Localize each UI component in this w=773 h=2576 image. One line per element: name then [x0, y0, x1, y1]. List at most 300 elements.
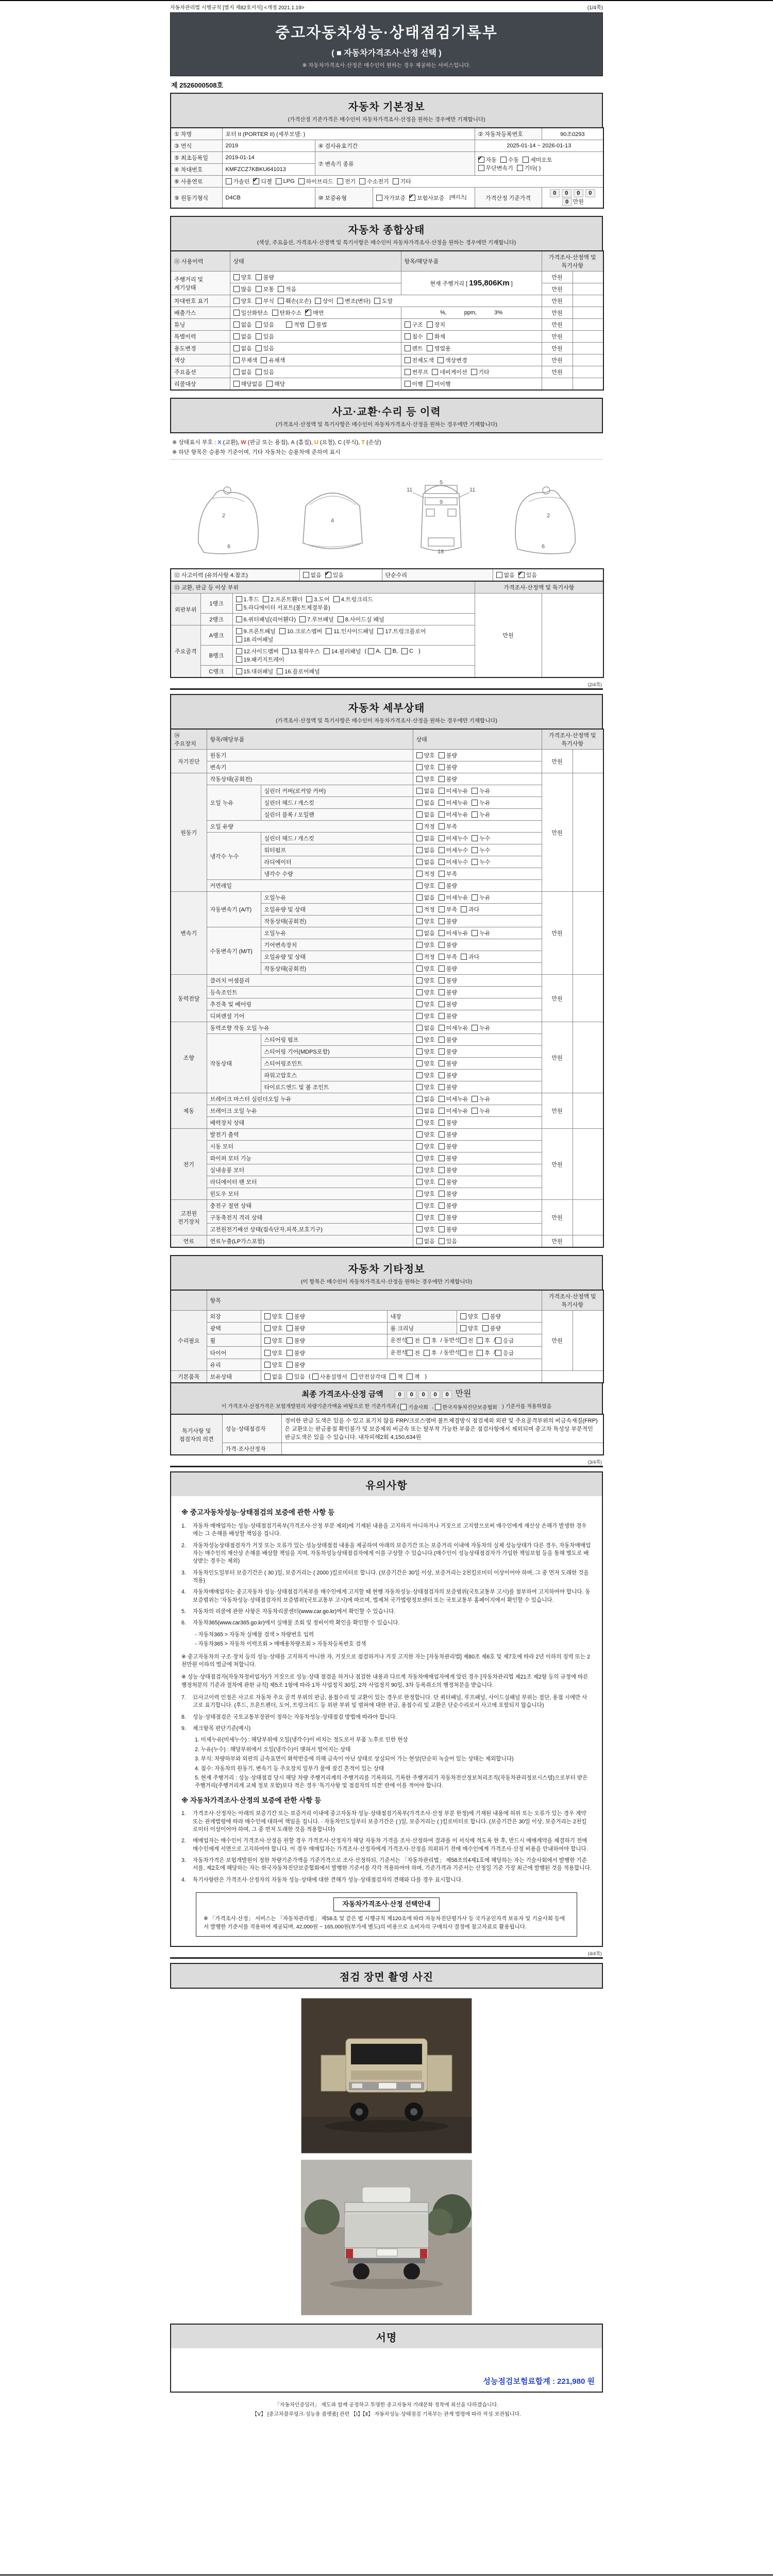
checkbox-9.프론트패널[interactable] — [236, 628, 242, 634]
checkbox-미세누유[interactable] — [439, 788, 445, 794]
checkbox-14.필러패널[interactable] — [324, 648, 330, 654]
checkbox-양호[interactable] — [416, 989, 423, 995]
notice-item-number: 5. — [181, 1608, 186, 1615]
checkbox-과다[interactable] — [461, 954, 467, 960]
checkbox-누유[interactable] — [472, 1108, 478, 1114]
checkbox-보험사보증[interactable] — [409, 195, 415, 201]
checkbox-없음[interactable] — [416, 894, 423, 901]
checkbox-유채색[interactable] — [261, 357, 267, 363]
notice-item-text: 체크항목 판단기준(예시) — [193, 1725, 251, 1732]
checkbox-label: 양호 — [424, 942, 435, 948]
amount-digit: 0 — [430, 1391, 440, 1399]
cell — [573, 975, 603, 1022]
checkbox-불량[interactable] — [439, 1060, 445, 1066]
checkbox-기타( )[interactable] — [517, 165, 523, 171]
basic-info — [170, 127, 603, 209]
checkbox-후[interactable] — [477, 1350, 483, 1356]
checkbox-양호[interactable] — [233, 274, 240, 280]
checkbox-불량[interactable] — [256, 274, 262, 280]
checkbox-없음[interactable] — [416, 1108, 423, 1114]
checkbox-불량[interactable] — [439, 1143, 445, 1149]
checkbox-양호[interactable] — [416, 942, 423, 948]
notice-item-text: 매매업자는 매수인이 가격조사·산정을 원할 경우 가격조사·산정자가 해당 자동차 가격을 조사·산정하여 결과를 이 서식에 적도록 한 후, 반드시 매매계약을 체결하기 전에 매수인에게 서면으로 고지하여야 합니다. 이 경우 매매업자는 가격조사·산정자에게 가격조사·산정을 의뢰하기 전에 매수인에게 가격조사·산정 비용을 안내하여야 합니다. — [193, 1838, 588, 1852]
checkbox-적정[interactable] — [416, 823, 423, 829]
checkbox-label: 부족 — [446, 871, 458, 877]
cell — [261, 1359, 542, 1371]
checkbox-없음[interactable] — [416, 788, 423, 794]
checkbox-label: 3.도어 — [314, 597, 330, 603]
checkbox-label: 불량 — [490, 1326, 501, 1332]
panel-rank — [170, 581, 603, 678]
cell — [413, 1058, 542, 1070]
checkbox-양호[interactable] — [416, 776, 423, 782]
checkbox-양호[interactable] — [416, 1214, 423, 1221]
checkbox-label: 양호 — [424, 919, 435, 925]
checkbox-훼손(오손)[interactable] — [278, 298, 284, 304]
checkbox-영업용[interactable] — [427, 345, 433, 351]
cell: 없음 있음 ( 사용설명서 안전삼각대 잭 잭 ) — [261, 1371, 542, 1383]
checkbox-네비게이션[interactable] — [432, 369, 438, 375]
checkbox-양호[interactable] — [264, 1325, 271, 1331]
cell — [230, 307, 401, 319]
checkbox-불량[interactable] — [439, 942, 445, 948]
cell — [413, 1046, 542, 1058]
cell — [573, 1022, 603, 1093]
checkbox-부족[interactable] — [439, 954, 445, 960]
option-부족 — [439, 870, 457, 878]
checkbox-누수[interactable] — [472, 847, 478, 853]
cell — [413, 939, 542, 951]
checkbox-색상변경[interactable] — [438, 357, 444, 363]
checkbox-있음[interactable] — [439, 1238, 445, 1244]
checkbox-불량[interactable] — [439, 752, 445, 758]
table-row — [171, 272, 603, 283]
checkbox-label: 불량 — [446, 1156, 458, 1162]
checkbox-양호[interactable] — [416, 1226, 423, 1232]
checkbox-C[interactable] — [401, 648, 408, 654]
checkbox-불법[interactable] — [308, 321, 314, 328]
checkbox-label: 2.프론트휀더 — [270, 597, 303, 603]
checkbox-불량[interactable] — [439, 1167, 445, 1173]
checkbox-불량[interactable] — [439, 1179, 445, 1185]
checkbox-일산화탄소[interactable] — [233, 310, 240, 316]
checkbox-불량[interactable] — [439, 918, 445, 924]
checkbox-불량[interactable] — [439, 1084, 445, 1090]
checkbox-불량[interactable] — [439, 764, 445, 770]
checkbox-양호[interactable] — [416, 1179, 423, 1185]
option-없음 — [416, 787, 435, 795]
checkbox-없음[interactable] — [233, 321, 240, 328]
cell — [413, 880, 542, 892]
notice-item — [181, 1714, 592, 1721]
checkbox-미세누유[interactable] — [439, 811, 445, 818]
checkbox-양호[interactable] — [264, 1313, 271, 1319]
checkbox-미세누수[interactable] — [439, 859, 445, 865]
checkbox-불량[interactable] — [287, 1313, 293, 1319]
checkbox-불량[interactable] — [482, 1325, 489, 1331]
checkbox-5.라디에이터 서포트(볼트체결부품)[interactable] — [236, 604, 242, 611]
checkbox-B,[interactable] — [385, 648, 391, 654]
checkbox-후[interactable] — [424, 1337, 430, 1344]
cell — [413, 1164, 542, 1176]
checkbox-19.패키지트레이[interactable] — [236, 656, 242, 663]
option-있음 — [256, 368, 274, 376]
checkbox-불량[interactable] — [287, 1325, 293, 1331]
table-row — [171, 975, 603, 987]
checkbox-침수[interactable] — [405, 333, 411, 340]
checkbox-있음[interactable] — [256, 345, 262, 351]
checkbox-미세누유[interactable] — [439, 800, 445, 806]
cell: 운전석 전 후 / 동반석 전 후 / 응급 — [387, 1347, 542, 1359]
checkbox-16.플로어패널[interactable] — [277, 668, 283, 674]
diagram-number: 5 — [439, 480, 443, 486]
checkbox-누수[interactable] — [472, 835, 478, 841]
notice-item-number: 2. — [181, 1838, 186, 1844]
checkbox-없음[interactable] — [416, 1238, 423, 1244]
checkbox-없음[interactable] — [233, 333, 240, 340]
checkbox-4.트렁크리드[interactable] — [333, 596, 340, 602]
checkbox-적정[interactable] — [416, 906, 423, 912]
cell — [230, 283, 401, 295]
cell: ⑪ 사용이력 — [171, 251, 230, 272]
checkbox-미세누유[interactable] — [439, 1025, 445, 1031]
signature-box[interactable] — [170, 2348, 603, 2393]
checkbox-불량[interactable] — [287, 1337, 293, 1344]
checkbox-양호[interactable] — [416, 1013, 423, 1019]
checkbox-양호[interactable] — [416, 764, 423, 770]
checkbox-양호[interactable] — [460, 1313, 466, 1319]
checkbox-양호[interactable] — [416, 752, 423, 758]
checkbox-미세누유[interactable] — [439, 1096, 445, 1102]
checkbox-변조(변타)[interactable] — [337, 298, 343, 304]
cell: 제동 — [171, 1093, 207, 1129]
checkbox-양호[interactable] — [233, 298, 240, 304]
checkbox-이행[interactable] — [405, 381, 411, 387]
checkbox-LPG[interactable] — [276, 178, 282, 184]
checkbox-부족[interactable] — [439, 823, 445, 829]
checkbox-없음[interactable] — [416, 1096, 423, 1102]
checkbox-미이행[interactable] — [427, 381, 433, 387]
notice-item-text: 자동차 매매업자는 성능·상태점검기록부(가격조사·산정 부분 제외)에 기재된 내용을 고지하지 아니하거나 거짓으로 고지함으로써 매수인에게 재산상 손해가 발생한 경우에는 그 손해를 배상할 책임을 집니다. — [193, 1522, 587, 1537]
footer-line-1: 「자동차인증딜러」 제도와 함께 공정하고 투명한 중고자동차 거래문화 정착에 최선을 다하겠습니다. — [274, 2402, 499, 2409]
checkbox-누유[interactable] — [472, 788, 478, 794]
checkbox-불량[interactable] — [439, 1037, 445, 1043]
checkbox-응급[interactable] — [495, 1337, 501, 1344]
checkbox-전기[interactable] — [337, 178, 343, 184]
checkbox-세미오토[interactable] — [523, 157, 529, 163]
checkbox-전[interactable] — [407, 1337, 413, 1344]
cell: 0 0 0 00 만원 — [542, 188, 603, 209]
checkbox-렌트[interactable] — [405, 345, 411, 351]
option-있음 — [256, 344, 274, 352]
checkbox-label: 양호 — [424, 765, 435, 771]
cell: ⑧ 사용연료 — [171, 176, 222, 188]
checkbox-불량[interactable] — [439, 1214, 445, 1221]
checkbox-label: 전 — [414, 1350, 421, 1357]
checkbox-안전삼각대[interactable] — [351, 1374, 357, 1380]
checkbox-label: 구조 — [412, 322, 423, 328]
checkbox-디젤[interactable] — [253, 178, 259, 184]
checkbox-불량[interactable] — [439, 1120, 445, 1126]
checkbox-8.사이드실 패널[interactable] — [338, 616, 344, 622]
checkbox-불량[interactable] — [439, 977, 445, 984]
cell — [413, 963, 542, 975]
cell: 냉각수 누수 — [207, 833, 261, 880]
checkbox-불량[interactable] — [287, 1362, 293, 1368]
checkbox-label: 누유 — [479, 930, 491, 937]
checkbox-13.휠하우스[interactable] — [282, 648, 289, 654]
checkbox-없음[interactable] — [233, 369, 240, 375]
checkbox-미세누유[interactable] — [439, 930, 445, 936]
checkbox-적정[interactable] — [416, 954, 423, 960]
checkbox-11.인사이드패널[interactable] — [326, 628, 332, 634]
checkbox-양호[interactable] — [416, 1060, 423, 1066]
checkbox-있음[interactable] — [325, 572, 331, 578]
checkbox-불량[interactable] — [439, 1131, 445, 1138]
option-자가보증 — [376, 194, 406, 202]
checkbox-누유[interactable] — [472, 800, 478, 806]
cell: 만원 — [542, 1093, 573, 1129]
checkbox-불량[interactable] — [439, 1001, 445, 1007]
amount-digit: 0 — [442, 1391, 452, 1399]
checkbox-없음[interactable] — [416, 1025, 423, 1031]
checkbox-없음[interactable] — [233, 345, 240, 351]
checkbox-누유[interactable] — [472, 1025, 478, 1031]
checkbox-불량[interactable] — [439, 776, 445, 782]
cell: 현재 주행거리 [ 195,806Km ] — [401, 272, 542, 295]
checkbox-양호[interactable] — [416, 965, 423, 972]
checkbox-양호[interactable] — [416, 1048, 423, 1055]
table-row — [171, 1311, 603, 1323]
checkbox-적정[interactable] — [416, 871, 423, 877]
checkbox-양호[interactable] — [416, 1120, 423, 1126]
notice-item — [181, 1608, 592, 1616]
checkbox-없음[interactable] — [416, 811, 423, 818]
checkbox-양호[interactable] — [416, 1167, 423, 1173]
cell — [413, 927, 542, 939]
checkbox-미세누수[interactable] — [439, 847, 445, 853]
cell — [457, 1323, 542, 1334]
checkbox-양호[interactable] — [416, 883, 423, 889]
checkbox-불량[interactable] — [287, 1350, 293, 1356]
checkbox-불량[interactable] — [439, 1226, 445, 1232]
checkbox-누유[interactable] — [472, 811, 478, 818]
checkbox-상이[interactable] — [315, 298, 321, 304]
checkbox-label: 14.필러패널 — [331, 649, 361, 655]
checkbox-양호[interactable] — [416, 1001, 423, 1007]
option-네비게이션 — [432, 368, 467, 376]
checkbox-잭[interactable] — [407, 1374, 413, 1380]
checkbox-전[interactable] — [460, 1350, 466, 1356]
checkbox-label: 없음 — [424, 895, 435, 901]
checkbox-양호[interactable] — [416, 1155, 423, 1161]
checkbox-미세누유[interactable] — [439, 894, 445, 901]
checkbox-많음[interactable] — [233, 286, 240, 292]
checkbox-불량[interactable] — [439, 1013, 445, 1019]
checkbox-기술사회[interactable] — [400, 1404, 407, 1410]
checkbox-가솔린[interactable] — [226, 178, 232, 184]
checkbox-후[interactable] — [477, 1337, 483, 1344]
checkbox-불량[interactable] — [439, 883, 445, 889]
checkbox-누유[interactable] — [472, 930, 478, 936]
checkbox-양호[interactable] — [416, 1191, 423, 1197]
checkbox-있음[interactable] — [256, 321, 262, 328]
checkbox-미세누수[interactable] — [439, 835, 445, 841]
checkbox-무단변속기[interactable] — [478, 165, 484, 171]
checkbox-썬루프[interactable] — [405, 369, 411, 375]
checkbox-18.리어패널[interactable] — [236, 636, 242, 642]
option-영업용 — [427, 344, 451, 352]
checkbox-없음[interactable] — [416, 859, 423, 865]
checkbox-없음[interactable] — [303, 572, 309, 578]
checkbox-없음[interactable] — [264, 1374, 271, 1380]
checkbox-구조[interactable] — [405, 321, 411, 328]
option-16.플로어패널 — [277, 667, 320, 675]
checkbox-없음[interactable] — [416, 835, 423, 841]
checkbox-기타[interactable] — [393, 178, 399, 184]
checkbox-2.프론트휀더[interactable] — [263, 596, 269, 602]
option-디젤 — [253, 177, 272, 185]
checkbox-label: 있음 — [263, 334, 275, 340]
checkbox-없음[interactable] — [416, 930, 423, 936]
checkbox-7.루브패널[interactable] — [299, 616, 306, 622]
checkbox-없음[interactable] — [416, 847, 423, 853]
checkbox-누유[interactable] — [472, 1096, 478, 1102]
cell: 연료 — [171, 1235, 207, 1248]
checkbox-3.도어[interactable] — [306, 596, 312, 602]
checkbox-자동[interactable] — [478, 157, 484, 163]
checkbox-불량[interactable] — [439, 1202, 445, 1209]
checkbox-무채색[interactable] — [233, 357, 240, 363]
checkbox-없음[interactable] — [416, 800, 423, 806]
option-없음 — [416, 1107, 435, 1115]
checkbox-전체도색[interactable] — [405, 357, 411, 363]
checkbox-15.대쉬패널[interactable] — [236, 668, 242, 674]
checkbox-17.트렁크플로어[interactable] — [377, 628, 383, 634]
option-가솔린 — [226, 177, 250, 185]
checkbox-label: 후 — [431, 1350, 437, 1357]
checkbox-전[interactable] — [460, 1337, 466, 1344]
checkbox-있음[interactable] — [256, 333, 262, 340]
checkbox-양호[interactable] — [416, 1084, 423, 1090]
checkbox-12.사이드멤버[interactable] — [236, 648, 242, 654]
checkbox-도말[interactable] — [374, 298, 380, 304]
option-미세누수 — [439, 858, 468, 866]
checkbox-양호[interactable] — [264, 1350, 271, 1356]
checkbox-화재[interactable] — [427, 333, 433, 340]
checkbox-있음[interactable] — [287, 1374, 293, 1380]
checkbox-양호[interactable] — [416, 918, 423, 924]
checkbox-label: 부식 — [263, 298, 275, 304]
checkbox-label: 썬루프 — [412, 369, 429, 376]
checkbox-label: 적정 — [424, 824, 435, 830]
checkbox-적법[interactable] — [286, 321, 292, 328]
checkbox-불량[interactable] — [482, 1313, 489, 1319]
checkbox-탄화수소[interactable] — [272, 310, 278, 316]
checkbox-있음[interactable] — [518, 572, 525, 578]
checkbox-장치[interactable] — [427, 321, 433, 328]
checkbox-불량[interactable] — [439, 989, 445, 995]
option-불량 — [439, 1178, 457, 1186]
checkbox-양호[interactable] — [416, 1143, 423, 1149]
checkbox-적음[interactable] — [278, 286, 284, 292]
section-detail-subtitle: (가격조사·산정액 및 특기사항은 매수인이 자동차가격조사·산정을 원하는 경우에만 기재합니다) — [276, 718, 497, 724]
checkbox-1.후드[interactable] — [236, 596, 242, 602]
checkbox-부족[interactable] — [439, 906, 445, 912]
checkbox-불량[interactable] — [439, 1155, 445, 1161]
section-basic-subtitle: (가격산정 기준가격은 매수인이 자동차가격조사·산정을 원하는 경우에만 기재합니다) — [288, 116, 485, 123]
checkbox-기타[interactable] — [471, 369, 477, 375]
cell — [573, 331, 603, 343]
checkbox-불량[interactable] — [439, 965, 445, 972]
checkbox-불량[interactable] — [439, 1191, 445, 1197]
checkbox-과다[interactable] — [461, 906, 467, 912]
checkbox-응급[interactable] — [495, 1350, 501, 1356]
checkbox-양호[interactable] — [416, 1131, 423, 1138]
checkbox-하이브리드[interactable] — [298, 178, 305, 184]
checkbox-한국자동차진단보증협회[interactable] — [435, 1404, 441, 1410]
checkbox-매연[interactable] — [305, 310, 311, 316]
checkbox-누수[interactable] — [472, 859, 478, 865]
checkbox-양호[interactable] — [264, 1337, 271, 1344]
checkbox-미세누유[interactable] — [439, 1108, 445, 1114]
checkbox-해당없음[interactable] — [233, 381, 240, 387]
checkbox-후[interactable] — [424, 1350, 430, 1356]
checkbox-label: 미세누수 — [446, 859, 468, 866]
checkbox-사용설명서[interactable] — [312, 1374, 318, 1380]
option-양호 — [416, 1178, 435, 1186]
checkbox-label: 양호 — [424, 1061, 435, 1067]
checkbox-수소전기[interactable] — [359, 178, 365, 184]
checkbox-누유[interactable] — [472, 894, 478, 901]
checkbox-해당[interactable] — [266, 381, 273, 387]
checkbox-A,[interactable] — [368, 648, 374, 654]
checkbox-label: 7.루브패널 — [307, 617, 334, 623]
checkbox-label: 불량 — [446, 1002, 458, 1008]
notice-item — [181, 1542, 592, 1566]
checkbox-수동[interactable] — [500, 157, 507, 163]
checkbox-label: 불량 — [446, 1049, 458, 1055]
checkbox-양호[interactable] — [264, 1362, 271, 1368]
checkbox-자가보증[interactable] — [376, 195, 382, 201]
checkbox-전[interactable] — [407, 1350, 413, 1356]
state-mark: T — [361, 439, 365, 446]
checkbox-label: 양호 — [424, 1037, 435, 1043]
checkbox-양호[interactable] — [460, 1325, 466, 1331]
checkbox-없음[interactable] — [496, 572, 502, 578]
checkbox-10.크로스멤버[interactable] — [279, 628, 285, 634]
checkbox-있음[interactable] — [256, 369, 262, 375]
checkbox-불량[interactable] — [439, 1072, 445, 1078]
cell — [232, 594, 475, 614]
cell — [413, 1224, 542, 1235]
checkbox-양호[interactable] — [416, 1037, 423, 1043]
option-전기 — [337, 177, 356, 185]
checkbox-부식[interactable] — [256, 298, 262, 304]
checkbox-양호[interactable] — [416, 1202, 423, 1209]
checkbox-양호[interactable] — [416, 1072, 423, 1078]
checkbox-6.쿼터패널(리어휀다)[interactable] — [236, 616, 242, 622]
table-row — [171, 1117, 603, 1129]
checkbox-부족[interactable] — [439, 871, 445, 877]
cell: 가격산정 기준가격 — [475, 188, 542, 209]
cell: 90조0293 — [542, 128, 603, 140]
checkbox-불량[interactable] — [439, 1048, 445, 1055]
checkbox-잭[interactable] — [390, 1374, 396, 1380]
option-불량 — [439, 1130, 457, 1139]
checkbox-보통[interactable] — [256, 286, 262, 292]
checkbox-양호[interactable] — [416, 977, 423, 984]
